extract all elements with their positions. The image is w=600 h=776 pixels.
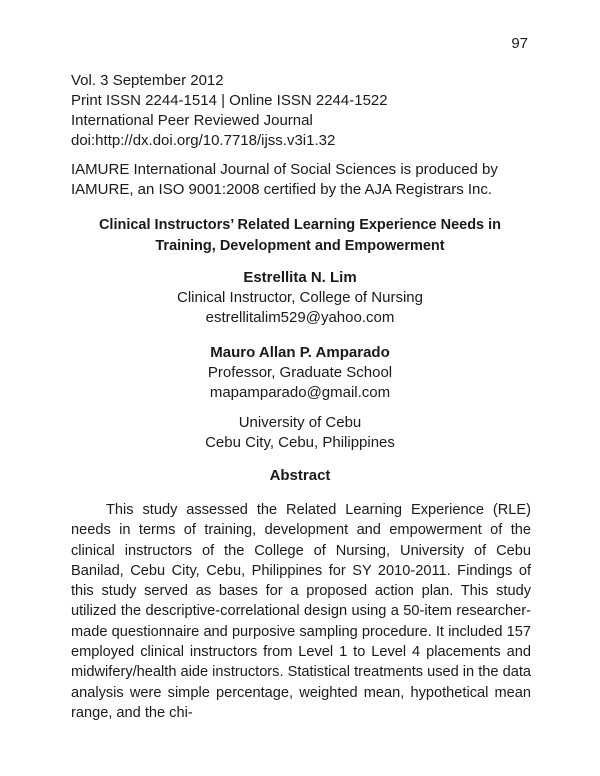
abstract-heading: Abstract <box>269 467 331 484</box>
issn-line: Print ISSN 2244-1514 | Online ISSN 2244-1522 <box>71 92 388 109</box>
page-number: 97 <box>511 35 528 52</box>
abstract-body: This study assessed the Related Learning Experience (RLE) needs in terms of training, development and empowerment of the clinical instructors of the College of Nursing, University of Cebu Banilad, Cebu City, Cebu, Philippines for SY 2010-2011. Findings of this study served as bases for a proposed action plan. This study utilized the descriptive-correlational design using a 50-item researcher-made questionnaire and purposive sampling procedure. It included 157 employed clinical instructors from Level 1 to Level 4 placements and midwifery/health aide instructors. Statistical treatments used in the data analysis were simple percentage, weighted mean, hypothetical mean range, and the chi- <box>71 502 531 721</box>
doi-line: doi:http://dx.doi.org/10.7718/ijss.v3i1.32 <box>71 132 336 149</box>
author-name: Estrellita N. Lim <box>243 269 357 286</box>
location: Cebu City, Cebu, Philippines <box>205 434 395 451</box>
journal-meta <box>71 71 388 151</box>
paper-title <box>60 215 540 257</box>
title-line-2: Training, Development and Empowerment <box>155 238 445 254</box>
author-email: mapamparado@gmail.com <box>209 384 391 401</box>
author-email: estrellitalim529@yahoo.com <box>205 309 395 326</box>
author-block-1 <box>0 268 600 328</box>
author-position: Professor, Graduate School <box>207 364 393 381</box>
producer-statement: IAMURE International Journal of Social Sciences is produced by IAMURE, an ISO 9001:2008 certified by the AJA Registrars Inc. <box>71 161 498 198</box>
institution: University of Cebu <box>238 414 362 431</box>
author-position: Clinical Instructor, College of Nursing <box>177 289 423 306</box>
author-name: Mauro Allan P. Amparado <box>210 344 390 361</box>
volume-line: Vol. 3 September 2012 <box>71 72 224 89</box>
review-line: International Peer Reviewed Journal <box>71 112 313 129</box>
author-block-2 <box>0 343 600 403</box>
affiliation <box>0 413 600 453</box>
title-line-1: Clinical Instructors’ Related Learning Experience Needs in <box>98 217 502 233</box>
